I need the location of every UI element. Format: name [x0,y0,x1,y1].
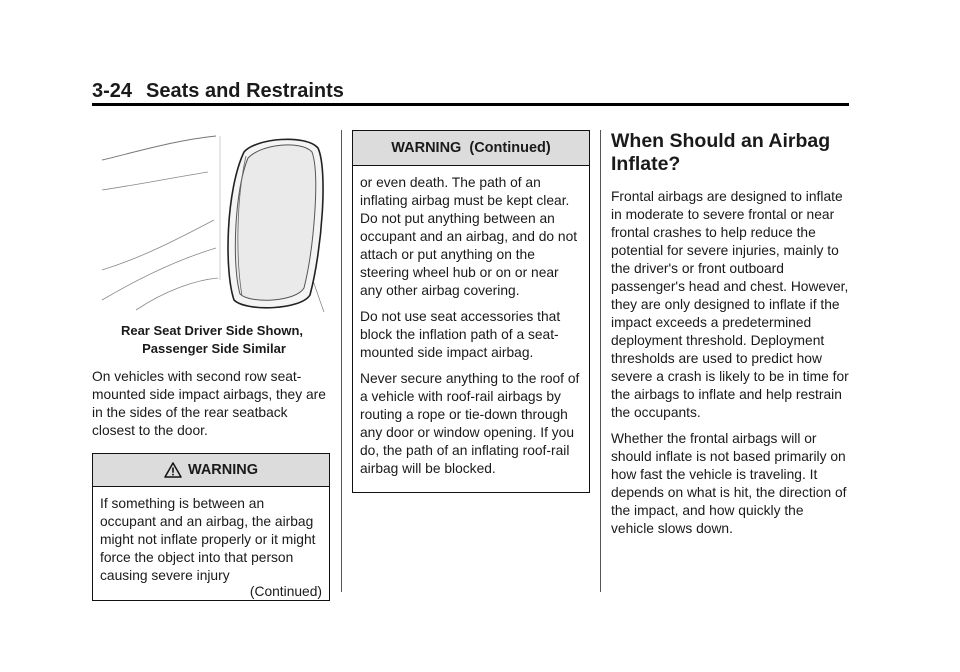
warning-body [93,487,329,605]
caption-line-2: Passenger Side Similar [142,341,286,356]
body-paragraph: On vehicles with second row seat-mounted side impact airbags, they are in the sides of the rear seatback closest to the door. [92,369,326,438]
column-1 [92,130,332,601]
section-title: Seats and Restraints [146,80,344,102]
figure-caption [92,322,332,358]
warning-paragraph: Do not use seat accessories that block the inflation path of a seat-mounted side impact airbag. [360,309,561,360]
body-paragraph: Frontal airbags are designed to inflate in moderate to severe frontal or near frontal crashes to help reduce the potential for severe injuries, mainly to the driver's or front outboard passenger's head and chest. However, they are only designed to inflate if the impact exceeds a predetermined deployment threshold. Deployment thresholds are used to predict how severe a crash is likely to be in time for the airbags to inflate and help restrain the occupants. [611,189,849,420]
body-paragraph: Whether the frontal airbags will or should inflate is not based primarily on how fast the vehicle is traveling. It depends on what is hit, the direction of the impact, and how quickly the vehicle slows down. [611,431,847,536]
header-rule [92,103,849,106]
column-3 [611,130,849,546]
column-2 [352,130,590,493]
warning-text: If something is between an occupant and an airbag, the airbag might not inflate properly or it might force the object into that person causing severe injury [100,496,316,583]
warning-paragraph: Never secure anything to the roof of a vehicle with roof-rail airbags by routing a rope or tie-down through any door or window opening. If you do, the path of an inflating roof-rail airbag will be blocked. [360,371,580,476]
seat-airbag-illustration [96,130,328,312]
warning-heading [93,454,329,487]
warning-box [92,453,330,601]
page-header [92,80,344,103]
caption-line-1: Rear Seat Driver Side Shown, [120,323,304,338]
column-divider [341,130,342,592]
warning-paragraph: or even death. The path of an inflating airbag must be kept clear. Do not put anything between an occupant and an airbag, and do not attach or put anything on the steering wheel hub or on or near any other airbag covering. [360,175,578,298]
continued-label: (Continued) [249,584,322,599]
warning-triangle-icon [164,461,182,479]
section-heading: When Should an Airbag Inflate? [611,130,831,175]
column-divider [600,130,601,592]
page-number: 3-24 [92,80,133,102]
warning-continued-box [352,130,590,493]
warning-continued-body [353,166,589,490]
warning-heading-text: WARNING [187,462,259,478]
warning-continued-heading: WARNING (Continued) [353,131,589,166]
